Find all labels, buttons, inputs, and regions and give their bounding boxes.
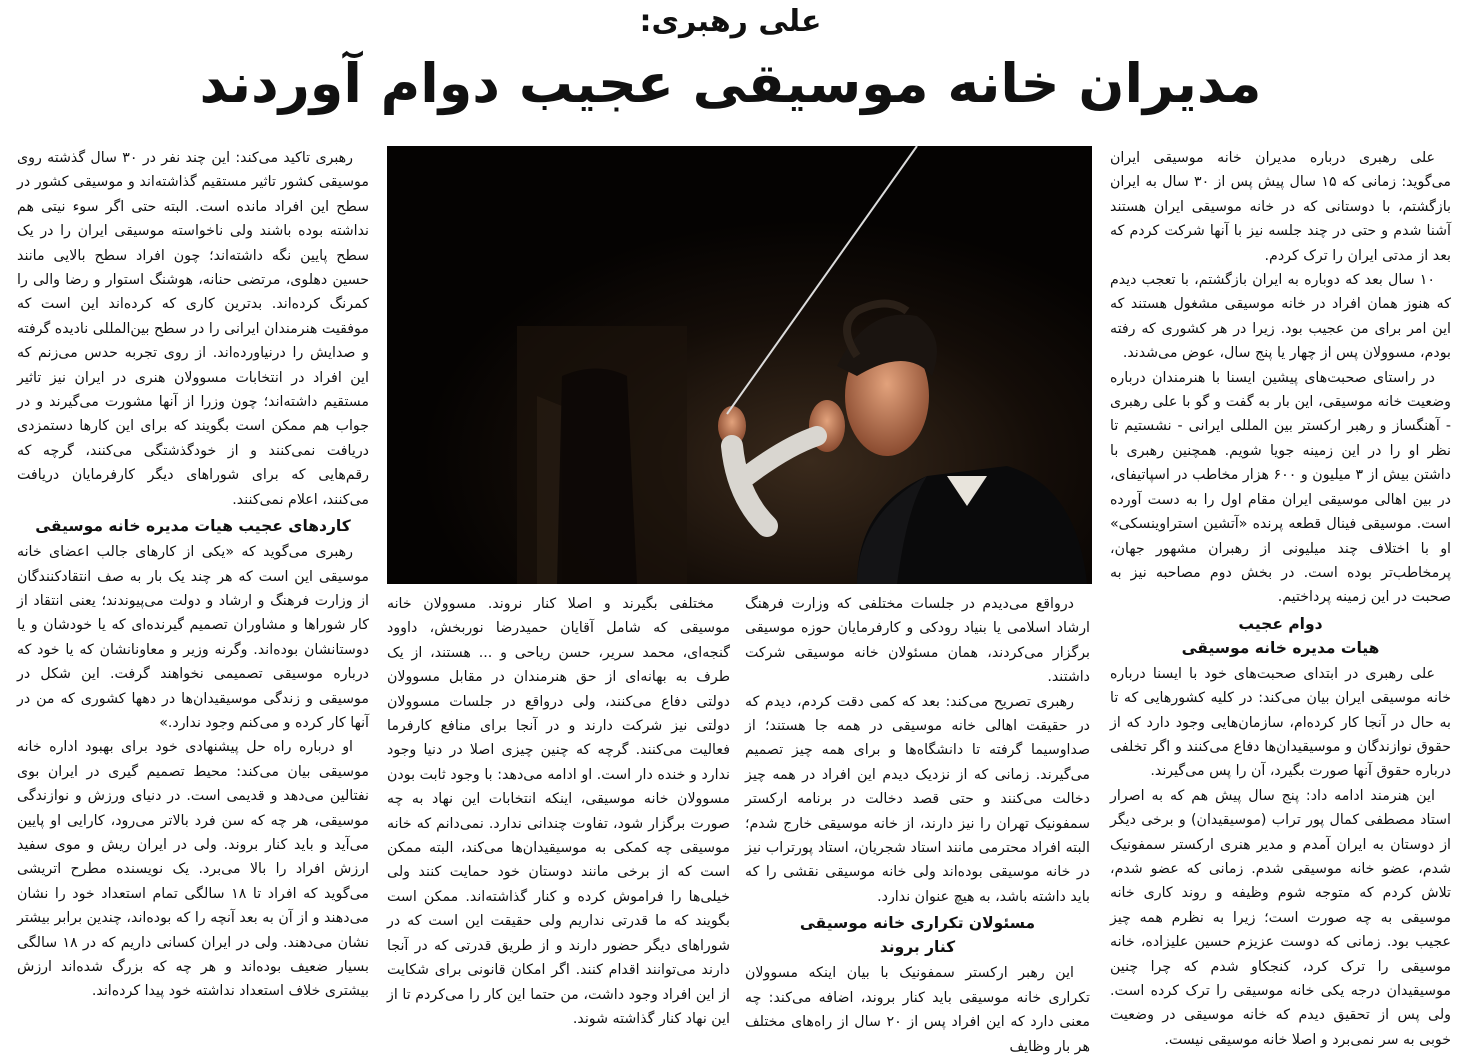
subheading-line: هیات مدیره خانه موسیقی (1181, 638, 1380, 657)
conductor-photo (387, 146, 1092, 584)
paragraph: رهبری تصریح می‌کند: بعد که کمی دقت کردم، دیدم که در حقیقت اهالی خانه موسیقی در همه جا هستند؛ از صداوسیما گرفته تا دانشگاه‌ها و برای همه چیز تصمیم می‌گیرند. زمانی که از نزدیک دیدم این افراد در همه چیز دخالت می‌کنند و حتی قصد دخالت در برنامه ارکستر سمفونیک تهران را نیز دارند، از خانه موسیقی خارج شدم؛ البته افراد محترمی مانند استاد شجریان، استاد پورتراب نیز در خانه موسیقی بوده‌اند ولی خانه موسیقی نقشی را که باید داشته باشد، به هیچ عنوان ندارد. (745, 693, 1090, 905)
subheading (745, 911, 1090, 959)
subheading-line: مسئولان تکراری خانه موسیقی (799, 914, 1036, 933)
paragraph: علی رهبری در ابتدای صحبت‌های خود با ایسنا درباره خانه موسیقی ایران بیان می‌کند: در کلیه کشورهایی که تا به حال در آنجا کار کرده‌ام، سازمان‌هایی وجود دارد که از حقوق نوازندگان و موسیقیدان‌ها دفاع می‌کنند و اگر تخلفی درباره حقوق آنها صورت بگیرد، آن را پس می‌گیرند. (1110, 665, 1451, 780)
paragraph: این هنرمند ادامه داد: پنج سال پیش هم که به اصرار استاد مصطفی کمال پور تراب (موسیقیدان) و برخی دیگر از دوستان به ایران آمدم و مدیر هنری ارکستر سمفونیک شدم، عضو خانه موسیقی شدم. زمانی که عضو شدم، تلاش کردم که متوجه شوم وظیفه و روند کاری خانه موسیقی به چه صورت است؛ زیرا به نظرم همه چیز عجیب بود. زمانی که دوست عزیزم حسین علیزاده، خانه موسیقی را ترک کرد، کنجکاو شدم که چرا چنین موسیقیدان درجه یکی خانه موسیقی را ترک کرده است. ولی پس از تحقیق دیدم که خانه موسیقی در وضعیت خوبی به سر نمی‌برد و اصلا خانه موسیقی نیست. (1110, 787, 1451, 1048)
article-headline: مدیران خانه موسیقی عجیب دوام آوردند (199, 52, 1262, 115)
article-kicker: علی رهبری: (639, 4, 822, 39)
paragraph: او درباره راه حل پیشنهادی خود برای بهبود اداره خانه موسیقی بیان می‌کند: محیط تصمیم گیری در ایران بوی نفتالین می‌دهد و قدیمی است. در دنیای ورزش و نوازندگی موسیقی، هر چه که سن فرد بالاتر می‌رود، کارایی او پایین می‌آید و باید کنار بروند. ولی در ایران ریش و موی سفید ارزش افراد را بالا می‌برد. یک نویسنده مطرح اتریشی می‌گوید که افراد تا ۱۸ سالگی تمام استعداد خود را نشان می‌دهند و از آن به بعد آنچه را که بوده‌اند، چندین برابر بیشتر نشان می‌دهند. ولی در ایران کسانی داریم که در ۱۸ سالگی بسیار ضعیف بوده‌اند و هر چه که بزرگ شده‌اند ارزش بیشتری خلاف استعداد نداشته خود پیدا کرده‌اند. (17, 739, 369, 1000)
article-column-right (1110, 146, 1452, 1048)
paragraph: رهبری می‌گوید که «یکی از کارهای جالب اعضای خانه موسیقی این است که هر چند یک بار به صف انتقادکنندگان از وزارت فرهنگ و ارشاد و دولت می‌پیوندند؛ یعنی انتقاد از کار شوراها و مشاوران تصمیم گیرنده‌ای که یا خودشان و یا دوستانشان بوده‌اند. وگرنه وزیر و معاونانشان که یا خود که درباره موسیقی تصمیمی نخواهند گرفت. این شکل در موسیقی و زندگی موسیقیدان‌ها در دهها کشوری که من در آنها کار کرده و می‌کنم وجود ندارد.» (17, 544, 369, 731)
paragraph: در راستای صحبت‌های پیشین ایسنا با هنرمندان درباره وضعیت خانه موسیقی، این بار به گفت و گو با علی رهبری - آهنگساز و رهبر ارکستر بین المللی ایرانی - نشستیم تا نظر او را در این زمینه جویا شویم. همچنین رهبری با داشتن بیش از ۳ میلیون و ۶۰۰ هزار مخاطب در اسپاتیفای، در بین اهالی موسیقی ایران مقام اول را به دست آورده است. موسیقی فینال قطعه پرنده «آتشین استراوینسکی» او با اختلاف چند میلیونی از رهبران مشهور جهان، پرمخاطب‌تر بوده است. در بخش دوم مصاحبه نیز به صحبت در این زمینه پرداختیم. (1110, 369, 1451, 606)
paragraph: رهبری تاکید می‌کند: این چند نفر در ۳۰ سال گذشته روی موسیقی کشور تاثیر مستقیم گذاشته‌اند و موسیقی کشور در سطح این افراد مانده است. البته حتی اگر سوء نیتی هم نداشته بوده باشند ولی ناخواسته موسیقی ایران را در یک سطح پایین نگه داشته‌اند؛ چون افراد سطح بالایی مانند حسین دهلوی، مرتضی حنانه، هوشنگ استوار و رضا والی را کمرنگ کرده‌اند. بدترین کاری که کرده‌اند این است که موفقیت هنرمندان ایرانی را در سطح بین‌المللی نادیده گرفته و صدایش را درنیاورده‌اند. از روی تجربه حدس می‌زنم که این افراد در انتخابات مسوولان هنری در ایران نیز تاثیر مستقیم داشته‌اند؛ چون وزرا از آنها مشورت می‌گیرند و در جواب هم ممکن است بگویند که برای این کارها دستمزدی دریافت نمی‌کنند و از خودگذشتگی می‌کنند، گرچه که رقم‌هایی که برای شوراهای دیگر کارفرمایان دریافت می‌کنند، اعلام نمی‌کنند. (17, 150, 369, 508)
subheading: کاردهای عجیب هیات مدیره خانه موسیقی (35, 517, 351, 536)
paragraph: ۱۰ سال بعد که دوباره به ایران بازگشتم، با تعجب دیدم که هنوز همان افراد در خانه موسیقی مشغول هستند که این امر برای من عجیب بود. زیرا در هر کشوری که رفته بودم، مسوولان پس از چهار یا پنج سال، عوض می‌شدند. (1110, 272, 1451, 362)
paragraph: مختلفی بگیرند و اصلا کنار نروند. مسوولان خانه موسیقی که شامل آقایان حمیدرضا نوربخش، داوود گنجه‌ای، محمد سریر، حسن ریاحی و ... هستند، از یک طرف به بهانه‌ای از حق هنرمندان در مقابل مسوولان دولتی دفاع می‌کنند، ولی درواقع در جلسات مسوولان دولتی نیز شرکت دارند و در آنجا برای منافع کارفرما فعالیت می‌کنند. گرچه که چنین چیزی اصلا در دنیا وجود ندارد و خنده دار است. او ادامه می‌دهد: با وجود ثابت بودن مسوولان خانه موسیقی، اینکه انتخابات این نهاد به چه صورت برگزار شود، تفاوت چندانی ندارد. نمی‌دانم که خانه موسیقی چه کمکی به موسیقیدان‌ها می‌کند، البته ممکن است که از برخی مانند دوستان خود حمایت کنند ولی خیلی‌ها را فراموش کرده و کنار گذاشته‌اند. ممکن است بگویند که ما قدرتی نداریم ولی حقیقت این است که در شوراهای دیگر حضور دارند و از طریق قدرتی که در آنجا دارند می‌توانند اقدام کنند. اگر امکان قانونی برای شکایت از این افراد وجود داشت، من حتما این کار را می‌کردم تا از این نهاد کنار گذاشته شوند. (387, 596, 730, 1027)
paragraph: این رهبر ارکستر سمفونیک با بیان اینکه مسوولان تکراری خانه موسیقی باید کنار بروند، اضافه می‌کند: چه معنی دارد که این افراد پس از ۲۰ سال از راه‌های مختلف هر بار وظایف (745, 965, 1090, 1055)
subheading-line: کنار بروند (879, 938, 956, 957)
article-column-left (17, 146, 369, 1018)
subheading (1110, 612, 1451, 660)
article-column-middle-left (387, 592, 730, 1027)
paragraph: علی رهبری درباره مدیران خانه موسیقی ایران می‌گوید: زمانی که ۱۵ سال پیش پس از ۳۰ سال به ایران بازگشتم، با دوستانی که در خانه موسیقی ایران هستند آشنا شدم و حتی در چند جلسه نیز با آنها شرکت کردم که بعد از مدتی ایران را ترک کردم. (1110, 150, 1452, 264)
subheading-line: دوام عجیب (1238, 614, 1323, 633)
paragraph: درواقع می‌دیدم در جلسات مختلفی که وزارت فرهنگ ارشاد اسلامی یا بنیاد رودکی و کارفرمایان حوزه موسیقی برگزار می‌کردند، همان مسئولان خانه موسیقی شرکت داشتند. (745, 596, 1090, 686)
article-column-middle-right (745, 592, 1090, 1055)
